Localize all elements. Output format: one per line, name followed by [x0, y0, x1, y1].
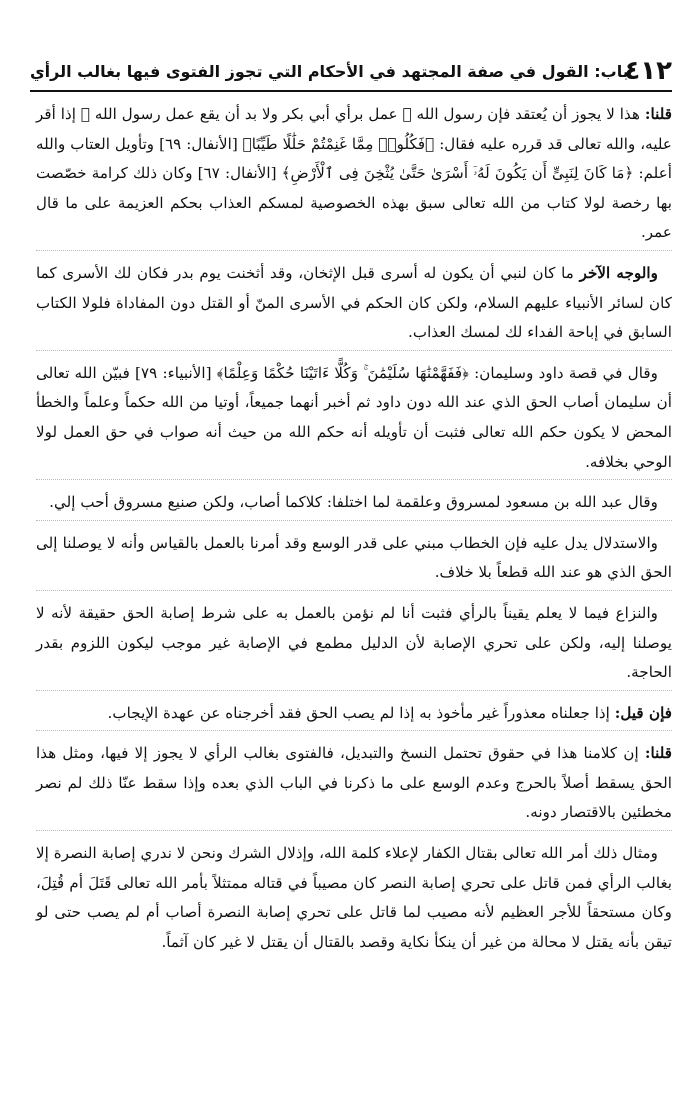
paragraph-text: ما كان لنبي أن يكون له أسرى قبل الإثخان، وقد أثخنت يوم بدر فكان لك الأسرى كما كان لسائر الأنبياء عليهم السلام، ولكن كان الحكم في الأسرى المنّ أو القتل دون المفاداة فلولا الكتاب السابق في إباحة الفداء لك لمسك العذاب. [36, 263, 672, 342]
paragraph [36, 359, 672, 480]
paragraph [36, 839, 672, 957]
paragraph [36, 488, 672, 521]
paragraph-text: هذا لا يجوز أن يُعتقد فإن رسول الله ﷺ عمل برأي أبي بكر ولا بد أن يقع عمل رسول الله ﷺ إذا أقر عليه، والله تعالى قد قرره عليه فقال: ﴿فَكُلُوا۟ مِمَّا غَنِمْتُمْ حَلَٰلًا طَيِّبًا﴾ [الأنفال: ٦٩] وتأويل العتاب والله أعلم: ﴿مَا كَانَ لِنَبِىٍّ أَن يَكُونَ لَهُۥٓ أَسْرَىٰ حَتَّىٰ يُثْخِنَ فِى ٱلْأَرْضِ﴾ [الأنفال: ٦٧] وكان ذلك كرامة خصّصت بها رخصة لولا كتاب من الله تعالى سبق بهذه الخصوصية لمسكم العذاب بحكم العزيمة على ما قال عمر. [36, 105, 672, 242]
paragraph [36, 529, 672, 591]
page-header [30, 54, 672, 92]
paragraph [36, 599, 672, 691]
paragraph-text: ومثال ذلك أمر الله تعالى بقتال الكفار لإعلاء كلمة الله، وإذلال الشرك ونحن لا ندري إصابة النصرة إلا بغالب الرأي فمن قاتل على تحري إصابة النصر كان مصيباً في قتاله ممتثلاً بأمر الله تعالى قَتَلَ أم قُتِلَ، وكان مستحقاً للأجر العظيم لأنه مصيب لما قاتل على تحري إصابة النصرة أصاب أم لم يصب حتى لو تيقن بأنه يقتل لا محالة من غير أن ينكأ نكاية وقصد بالقتال أن يقتل لا غير كان آثماً. [36, 844, 672, 951]
paragraph-lead: والوجه الآخر [579, 263, 658, 282]
page-number: ٤١٢ [624, 56, 672, 86]
paragraph-text: والنزاع فيما لا يعلم يقيناً بالرأي فثبت أنا لم نؤمن بالعمل به على شرط إصابة الحق حقيقة لأنه لا يوصلنا إليه، ولكن على تحري الإصابة لأن الدليل مطمع في الإصابة غير موجب ليكون اللزوم بقدر الحاجة. [36, 603, 672, 682]
paragraph [36, 699, 672, 732]
paragraph-lead: قلنا: [644, 105, 672, 123]
paragraph-lead: قلنا: [644, 744, 672, 763]
paragraph-text: وقال عبد الله بن مسعود لمسروق وعلقمة لما اختلفا: كلاكما أصاب، ولكن صنيع مسروق أحب إلي. [49, 493, 658, 512]
paragraph-text: وقال في قصة داود وسليمان: ﴿فَفَهَّمْنَٰهَا سُلَيْمَٰنَ ۚ وَكُلًّا ءَاتَيْنَا حُكْمًا وَعِلْمًا﴾ [الأنبياء: ٧٩] فبيّن الله تعالى أن سليمان أصاب الحق الذي عند الله دون داود ثم أخبر أنهما جميعاً، أوتيا من الله حكماً وعلماً والخطأ المحض لا يكون حكم الله تعالى فثبت أن تأويله أنه حكم الله من حيث أنه صواب في حق العمل لولا الوحي بخلافه. [36, 363, 672, 471]
paragraph-lead: فإن قيل: [614, 703, 672, 722]
paragraph [36, 259, 672, 351]
running-title: باب: القول في صفة المجتهد في الأحكام التي تجوز الفتوى فيها بغالب الرأي [30, 62, 629, 81]
paragraph-text: والاستدلال يدل عليه فإن الخطاب مبني على قدر الوسع وقد أمرنا بالعمل بالقياس وأنه لا يوصلنا إلى الحق الذي هو عند الله قطعاً بلا خلاف. [36, 533, 672, 582]
paragraph [36, 100, 672, 251]
page-body [36, 100, 672, 966]
paragraph-text: إن كلامنا هذا في حقوق تحتمل النسخ والتبديل، فالفتوى بغالب الرأي لا يجوز إلا فيها، ومثل هذا الحق يسقط أصلاً بالحرج وعدم الوسع على ما ذكرنا في الباب الذي بعده وإذا سقط عنّا ذلك لم نصر مخطئين بالاقتصار دونه. [36, 744, 672, 822]
paragraph-text: إذا جعلناه معذوراً غير مأخوذ به إذا لم يصب الحق فقد أخرجناه عن عهدة الإيجاب. [107, 703, 615, 722]
paragraph [36, 739, 672, 831]
